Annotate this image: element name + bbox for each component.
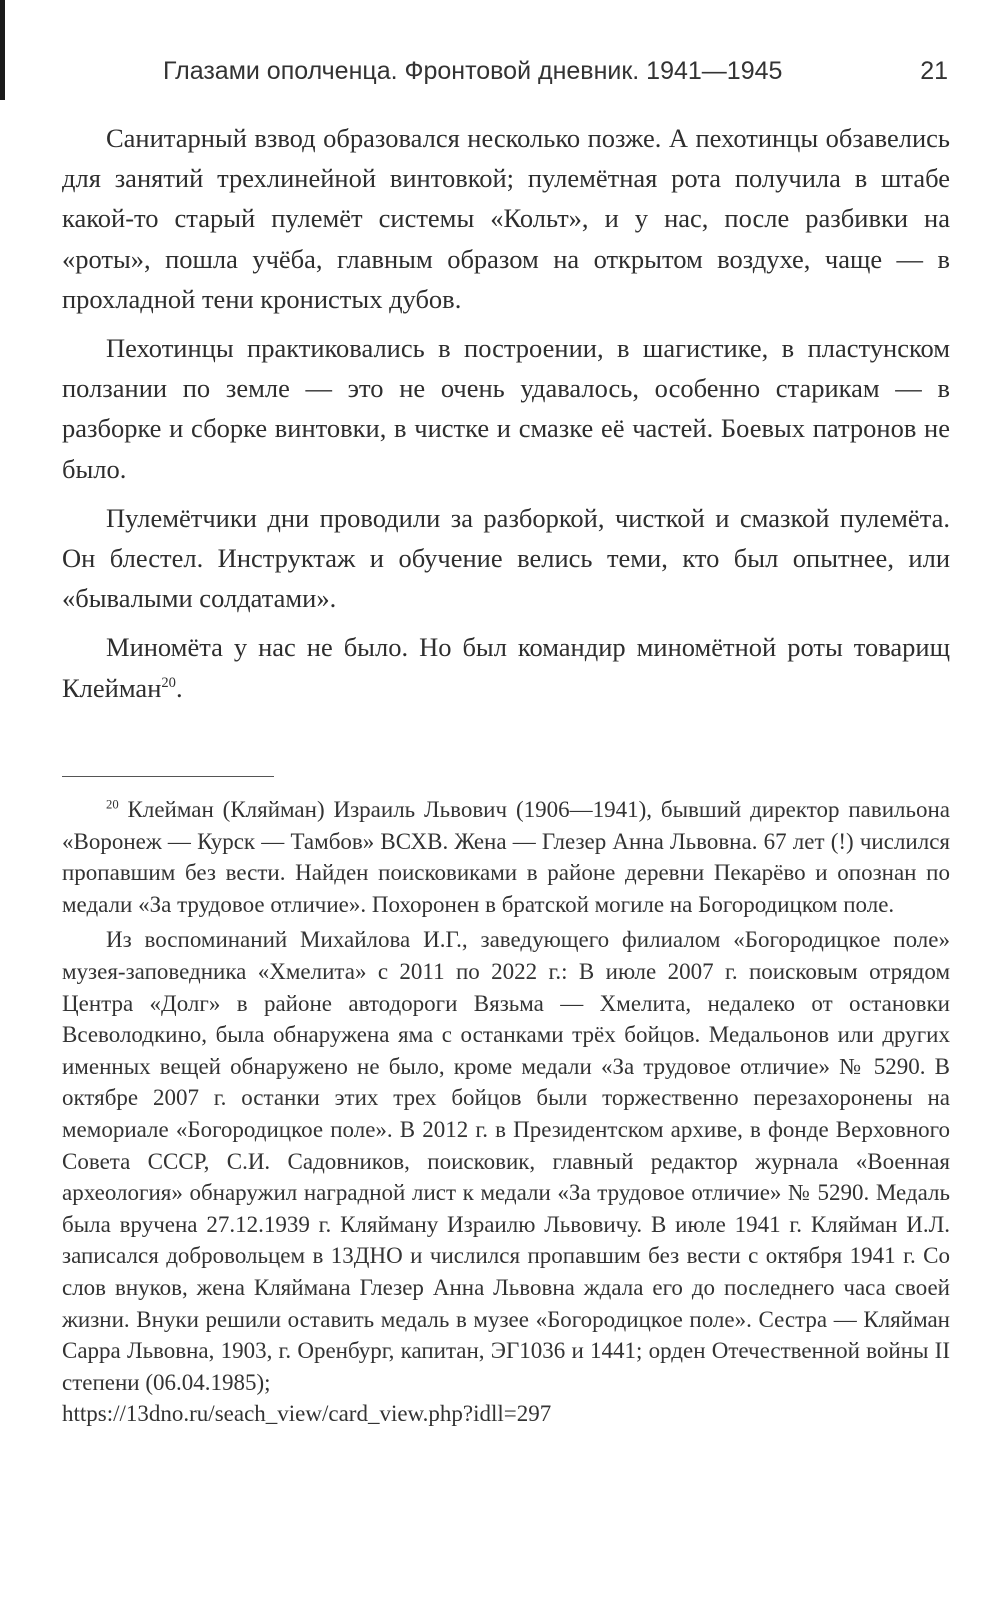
paragraph-4-end: . (175, 672, 183, 703)
footnote-separator (62, 776, 274, 777)
page-number: 21 (920, 57, 948, 85)
running-header (163, 57, 948, 97)
paragraph-4 (62, 627, 950, 707)
footnote-memoir-text: Из воспоминаний Михайлова И.Г., заведующего филиалом «Богородицкое поле» музея-заповедника «Хмелита» с 2011 по 2022 г.: В июле 2007 г. поисковым отрядом Центра «Долг» в районе автодороги Вязьма — Хмелита, недалеко от остановки Всеволодкино, была обнаружена яма с останками трёх бойцов. Медальонов или других именных вещей обнаружено не было, кроме медали «За трудовое отличие» № 5290. В октябре 2007 г. останки этих трех бойцов были торжественно перезахоронены на мемориале «Богородицкое поле». В 2012 г. в Президентском архиве, в фонде Верховного Совета СССР, С.И. Садовников, поисковик, главный редактор журнала «Военная археология» обнаружил наградной лист к медали «За трудовое отличие» № 5290. Медаль была вручена 27.12.1939 г. Кляйману Израилю Львовичу. В июле 1941 г. Кляйман И.Л. записался добровольцем в 13ДНО и числился пропавшим без вести с октября 1941 г. Со слов внуков, жена Кляймана Глезер Анна Львовна ждала его до последнего часа своей жизни. Внуки решили оставить медаль в музее «Богородицкое поле». Сестра — Кляйман Сарра Львовна, 1903, г. Оренбург, капитан, ЭГ1036 и 1441; орден Отечественной войны II степени (06.04.1985); (62, 927, 950, 1395)
page-edge-shadow (0, 0, 5, 100)
running-head-title: Глазами ополченца. Фронтовой дневник. 1941—1945 (163, 57, 783, 85)
footnote-20 (62, 794, 950, 920)
main-text (62, 118, 950, 717)
source-link[interactable]: https://13dno.ru/seach_view/card_view.php?idll=297 (62, 1401, 552, 1427)
footnote-reference[interactable]: 20 (161, 674, 176, 691)
paragraph-4-text: Миномёта у нас не было. Но был командир миномётной роты товарищ Клейман (62, 632, 950, 703)
paragraph-1: Санитарный взвод образовался несколько позже. А пехотинцы обзавелись для занятий трехлинейной винтовкой; пулемётная рота получила в штабе какой-то старый пулемёт системы «Кольт», и у нас, после разбивки на «роты», пошла учёба, главным образом на открытом воздухе, чаще — в прохладной тени кронистых дубов. (62, 123, 950, 314)
paragraph-2: Пехотинцы практиковались в построении, в шагистике, в пластунском ползании по земле — это не очень удавалось, особенно старикам — в разборке и сборке винтовки, в чистке и смазке её частей. Боевых патронов не было. (62, 333, 950, 484)
footnote-memoir (62, 924, 950, 1430)
paragraph-3: Пулемётчики дни проводили за разборкой, чисткой и смазкой пулемёта. Он блестел. Инструктаж и обучение велись теми, кто был опытнее, или «бывалыми солдатами». (62, 502, 950, 614)
footnote-marker: 20 (106, 797, 119, 812)
footnotes (62, 794, 950, 1434)
footnote-20-text: Клейман (Кляйман) Израиль Львович (1906—1941), бывший директор павильона «Воронеж — Курск — Тамбов» ВСХВ. Жена — Глезер Анна Львовна. 67 лет (!) числился пропавшим без вести. Найден поисковиками в районе деревни Пекарёво и опознан по медали «За трудовое отличие». Похоронен в братской могиле на Богородицком поле. (62, 797, 950, 917)
